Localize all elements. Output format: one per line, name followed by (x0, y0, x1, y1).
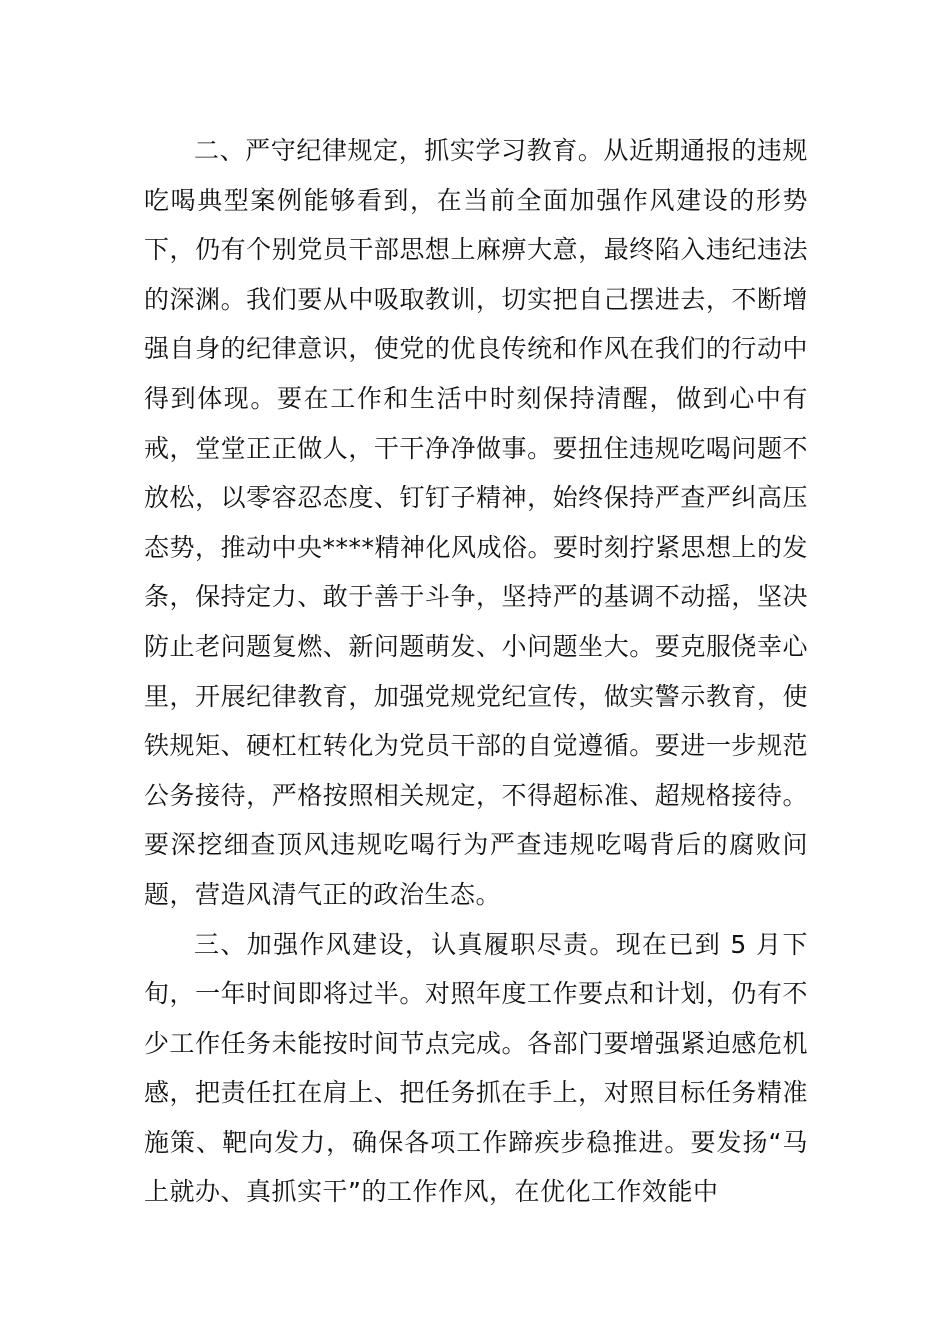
paragraph-work-style: 三、加强作风建设，认真履职尽责。现在已到 5 月下旬，一年时间即将过半。对照年度工作要点和计划，仍有不少工作任务未能按时间节点完成。各部门要增强紧迫感危机感，把责任扛在肩上、把任务抓在手上，对照目标任务精准施策、靶向发力，确保各项工作蹄疾步稳推进。要发扬“马上就办、真抓实干”的工作作风，在优化工作效能中 (144, 929, 808, 1207)
body-text (144, 126, 808, 1217)
paragraph-discipline: 二、严守纪律规定，抓实学习教育。从近期通报的违规吃喝典型案例能够看到，在当前全面加强作风建设的形势下，仍有个别党员干部思想上麻痹大意，最终陷入违纪违法的深渊。我们要从中吸取教训，切实把自己摆进去，不断增强自身的纪律意识，使党的优良传统和作风在我们的行动中得到体现。要在工作和生活中时刻保持清醒，做到心中有戒，堂堂正正做人，干干净净做事。要扭住违规吃喝问题不放松，以零容忍态度、钉钉子精神，始终保持严查严纠高压态势，推动中央****精神化风成俗。要时刻拧紧思想上的发条，保持定力、敢于善于斗争，坚持严的基调不动摇，坚决防止老问题复燃、新问题萌发、小问题坐大。要克服侥幸心里，开展纪律教育，加强党规党纪宣传，做实警示教育，使铁规矩、硬杠杠转化为党员干部的自觉遵循。要进一步规范公务接待，严格按照相关规定，不得超标准、超规格接待。要深挖细查顶风违规吃喝行为严查违规吃喝背后的腐败问题，营造风清气正的政治生态。 (144, 136, 809, 909)
